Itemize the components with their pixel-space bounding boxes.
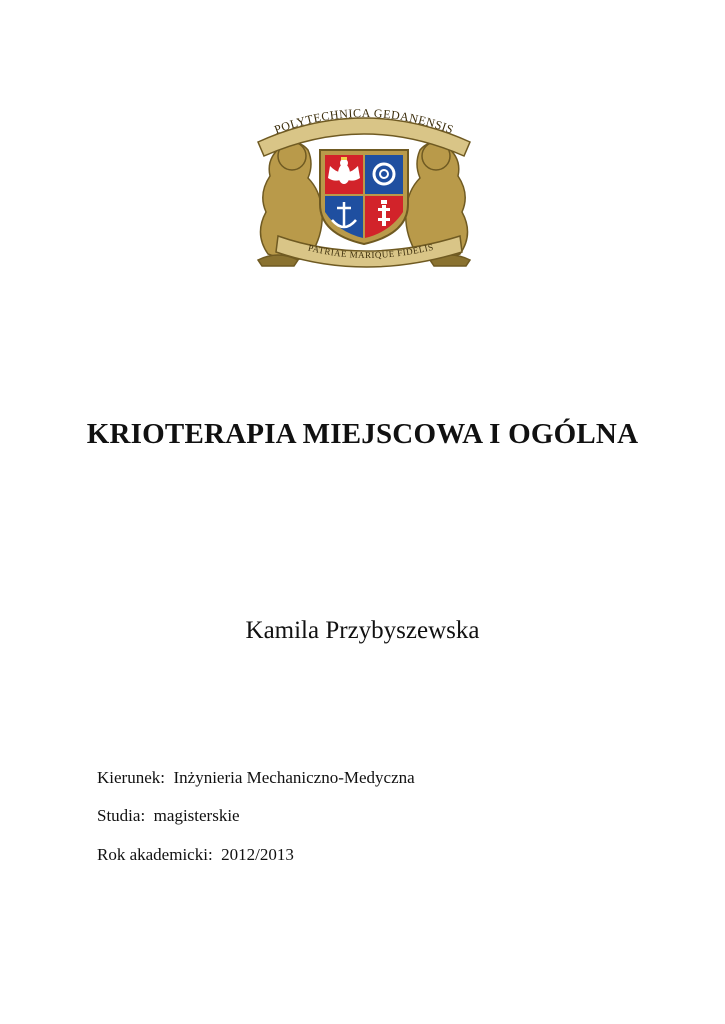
studies-value: magisterskie xyxy=(153,806,240,825)
university-emblem xyxy=(248,94,480,270)
year-label: Rok akademicki: xyxy=(97,845,213,864)
shield-icon xyxy=(320,150,408,244)
svg-text:POLYTECHNICA GEDANENSIS: POLYTECHNICA GEDANENSIS xyxy=(272,105,456,137)
academic-year xyxy=(97,845,294,865)
document-title: KRIOTERAPIA MIEJSCOWA I OGÓLNA xyxy=(86,418,639,450)
field-of-study xyxy=(97,768,415,788)
year-value: 2012/2013 xyxy=(221,845,294,864)
studies-level xyxy=(97,806,240,826)
field-value: Inżynieria Mechaniczno-Medyczna xyxy=(173,768,415,787)
author-name: Kamila Przybyszewska xyxy=(245,617,480,644)
field-label: Kierunek: xyxy=(97,768,165,787)
svg-text:PATRIAE MARIQUE FIDELIS: PATRIAE MARIQUE FIDELIS xyxy=(307,241,435,261)
studies-label: Studia: xyxy=(97,806,146,825)
